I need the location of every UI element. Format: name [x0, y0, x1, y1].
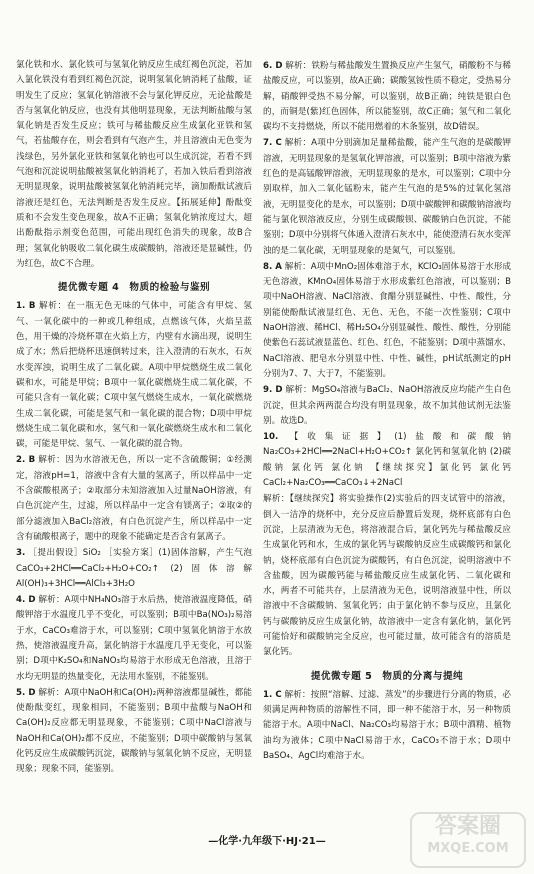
answer-7	[263, 136, 511, 258]
answer-2	[16, 453, 252, 545]
answer-text: 【收集证据】(1)盐酸和碳酸钠 Na₂CO₃+2HCl══2NaCl+H₂O+CO₂↑ 氯化钙和氢氧化钠 (2)碳酸钠 氯化钙 氯化钠 【继续探究】氯化钙 氯化钙 CaCl₂+Na₂CO₃══CaCO₃↓+2NaCl	[263, 432, 511, 489]
answer-text: 解析：A项中MnO₂固体难溶于水，KClO₃固体易溶于水形成无色溶液，KMnO₄固体易溶于水形成紫红色溶液，可以鉴别；B项中NaOH溶液、NaCl溶液、食醋分别显碱性、中性、酸性，分别能使酚酞试液显红色、无色、无色，不能一次性鉴别；C项中NaOH溶液、稀HCl、稀H₂SO₄分别显碱性、酸性、酸性，分别能使紫色石蕊试液显蓝色、红色、红色，不能鉴别；D项中蒸馏水、NaCl溶液、肥皂水分别显中性、中性、碱性，pH试纸测定的pH分别为7、7、大于7，不能鉴别。	[263, 261, 512, 379]
answer-text: 解析：【继续探究】将实验操作(2)实验后的四支试管中的溶液，倒入一洁净的烧杯中，充分反应后静置后发现，烧杯底部有白色沉淀，上层清液为无色，将溶液混合后，氯化钙先与稀盐酸反应生成氯化钙和水，生成的氯化钙与碳酸钠反应生成碳酸钙和氯化钠，烧杯底部有白色沉淀为碳酸钙，有白色沉淀，说明溶液中不含盐酸，因为碳酸钙能与稀盐酸反应生成氯化钙、二氧化碳和水，两者不可能共存，上层清液为无色，说明溶液显中性，所以溶液中不含碳酸钠、氢氧化钙；由于氯化钠不参与反应，且氯化钙与碳酸钠反应生成氯化钠，故溶液中一定含有氯化钠，氯化钙可能恰好和碳酸钠完全反应，也可能过量，故可能含有的溶质是氯化钙。	[263, 494, 511, 658]
answer-num: 4. D	[16, 595, 36, 606]
answer-6	[263, 59, 511, 135]
answer-8	[263, 260, 511, 382]
answer-10	[263, 430, 511, 491]
answer-text: 解析：A项中分别滴加足量稀盐酸，能产生气泡的是碳酸钾溶液，无明显现象的是氢氧化钾溶液，可以鉴别；B项中溶液为紫红色的是高锰酸钾溶液，无明显现象的是水，可以鉴别；C项中分别取样，加入二氧化锰粉末，能产生气泡的是5%的过氧化氢溶液，无明显变化的是水，可以鉴别；D项中碳酸钾和碳酸钠溶液均能与氯化钡溶液反应，分别生成碳酸钡、碳酸钠白色沉淀，不能鉴别；D项中分别将气体通入澄清石灰水中，能使澄清石灰水变浑浊的是二氧化碳，无明显现象的是氮气，可以鉴别。	[263, 138, 511, 256]
continued-text: 氯化铁和水、氯化铁可与氢氧化钠反应生成红褐色沉淀，若加入氯化铁没有看到红褐色沉淀，说明氢氧化钠消耗了盐酸，证明发生了反应；氢氧化钠溶液不会与氯化钾反应，无论盐酸是否与氢氧化钠反应，也没有其他明显现象，无法判断盐酸与氢氧化钠是否发生反应；铁可与稀盐酸反应生成氯化亚铁和氢气，若盐酸存在，则会看到有气泡产生，并且溶液由无色变为浅绿色，另外氯化亚铁和氢氧化钠也可以生成沉淀，若看不到气泡和沉淀说明盐酸被氢氧化钠消耗了，若加入铁后看到溶液无明显现象，说明盐酸被氢氧化钠消耗完毕，滴加酚酞试液后溶液还是红色，无法判断是否发生反应。【拓展延伸】酚酞变质和不会发生变色现象，故A不正确；氢氧化钠浓度过大，超出酚酞指示剂变色范围，可能出现红色消失的现象，故B合理；氢氧化钠吸收二氧化碳生成碳酸钠，溶液还是显碱性，仍为红色，故C不合理。	[16, 60, 252, 269]
answer-5	[16, 686, 252, 778]
answer-s5-1	[263, 688, 511, 764]
answer-text: 解析：MgSO₄溶液与BaCl₂、NaOH溶液反应均能产生白色沉淀，但其余两两混合均没有明显现象，故不加其他试剂无法鉴别。故选D。	[263, 385, 512, 426]
section-4-title: 提优微专题 4 物质的检验与鉴别	[57, 282, 211, 294]
answer-num: 2. B	[16, 455, 36, 466]
answer-num: 3.	[16, 548, 26, 559]
answer-num: 6. D	[263, 61, 283, 71]
answer-3	[16, 546, 252, 592]
answer-9	[263, 383, 511, 429]
answer-num: 5. D	[16, 687, 36, 698]
answer-num: 7. C	[263, 138, 282, 149]
answer-10-analysis	[263, 492, 511, 660]
answer-num: 10.	[263, 432, 279, 443]
answer-text: 解析：A项中NH₄NO₃溶于水后热，使溶液温度降低，硝酸钾溶于水温度几乎不变化，可以鉴别；B项中Ba(NO₃)₂易溶于水，CaCO₃难溶于水，可以鉴别；C项中氢氧化钠溶于水放热，使溶液温度升高，氯化钠溶于水温度几乎无变化，可以鉴别；D项中K₂SO₄和NaNO₃均易溶于水形成无色溶液，且溶于水均无明显的热量变化，无法用水鉴别，不能鉴别。	[16, 595, 253, 682]
answer-text: 解析：因为水溶液无色，所以一定不含硫酸铜；①经测定，溶液pH=1，溶液中含有大量的氢离子，所以样品中一定不含碳酸根离子；②取部分未知溶液加入过量NaOH溶液，有白色沉淀产生，过滤，所以样品中一定含有镁离子；②取②的部分滤液加入BaCl₂溶液，有白色沉淀产生，所以样品中一定含有硫酸根离子，题中的现象不能确定是否含有氯离子。	[16, 455, 252, 542]
section-5-title: 提优微专题 5 物质的分离与提纯	[310, 670, 464, 682]
answer-1	[16, 299, 252, 452]
answer-text: 解析：按照“溶解、过滤、蒸发”的步骤进行分离的物质，必须满足两种物质的溶解性不同，即一种不能溶于水，另一种物质能溶于水。A项中NaCl、Na₂CO₃均易溶于水；B项中酒精、植物油均为液体；C项中NaCl易溶于水，CaCO₃不溶于水；D项中BaSO₄、AgCl均难溶于水。	[263, 689, 512, 762]
answer-num: 9. D	[263, 385, 283, 396]
watermark-logo	[410, 812, 526, 868]
watermark-main: 答案圈	[434, 814, 501, 839]
answer-num: 8. A	[263, 261, 282, 272]
answer-num: 1. B	[16, 301, 36, 312]
page-footer: —化学·九年级下·HJ·21—	[208, 836, 326, 847]
answer-text: 解析：A项中NaOH和Ca(OH)₂两种溶液都显碱性，都能使酚酞变红，现象相同，不能鉴别；B项中盐酸与NaOH和Ca(OH)₂反应都无明显现象，不能鉴别；C项中NaCl溶液与NaOH和Ca(OH)₂都不反应，不能鉴别；D项中碳酸钠与氢氧化钙反应生成碳酸钙沉淀，碳酸钠与氢氧化钠不反应，无明显现象；现象不同，能鉴别。	[16, 687, 252, 775]
left-column	[16, 58, 252, 778]
answer-num: 1. C	[263, 689, 282, 700]
answer-text: 解析：铁粉与稀盐酸发生置换反应产生氢气，硝酸粉不与稀盐酸反应，可以鉴别，故A正确；碳酸氢铵性质不稳定，受热易分解，硝酸钾受热不易分解，可以鉴别，故B正确；纯铁是银白色的，而铜是(紫)红色固体，所以能鉴别，故C正确；氢气和二氧化碳均不支持燃烧，所以不能用燃着的木条鉴别，故D错误。	[263, 61, 511, 133]
answer-text: ［提出假设］SiO₂ ［实验方案］(1)固体溶解，产生气泡 CaCO₃+2HCl══CaCl₂+H₂O+CO₂↑ (2)固体溶解 Al(OH)₃+3HCl══AlCl₃+3H₂O	[16, 548, 252, 589]
answer-4	[16, 593, 252, 685]
watermark-sub: MXQE.COM	[427, 841, 509, 856]
answer-text: 解析：在一瓶无色无味的气体中，可能含有甲烷、氢气、一氧化碳中的一种或几种组成，点燃该气体，火焰呈蓝色，用干燥的冷烧杯罩在火焰上方，内壁有水滴出现，说明生成了水；然后把烧杯迅速倒转过来，注入澄清的石灰水，石灰水变浑浊，说明生成了二氧化碳。A项中甲烷燃烧生成二氧化碳和水，可能是甲烷；B项中一氧化碳燃烧生成二氧化碳，不可能只含有一氧化碳；C项中氢气燃烧生成水，一氧化碳燃烧生成二氧化碳，可能是氢气和一氧化碳的混合物；D项中甲烷燃烧生成二氧化碳和水，氢气和一氧化碳燃烧生成水和二氧化碳，可能是甲烷、氢气、一氧化碳的混合物。	[16, 301, 252, 450]
right-column	[263, 58, 511, 764]
